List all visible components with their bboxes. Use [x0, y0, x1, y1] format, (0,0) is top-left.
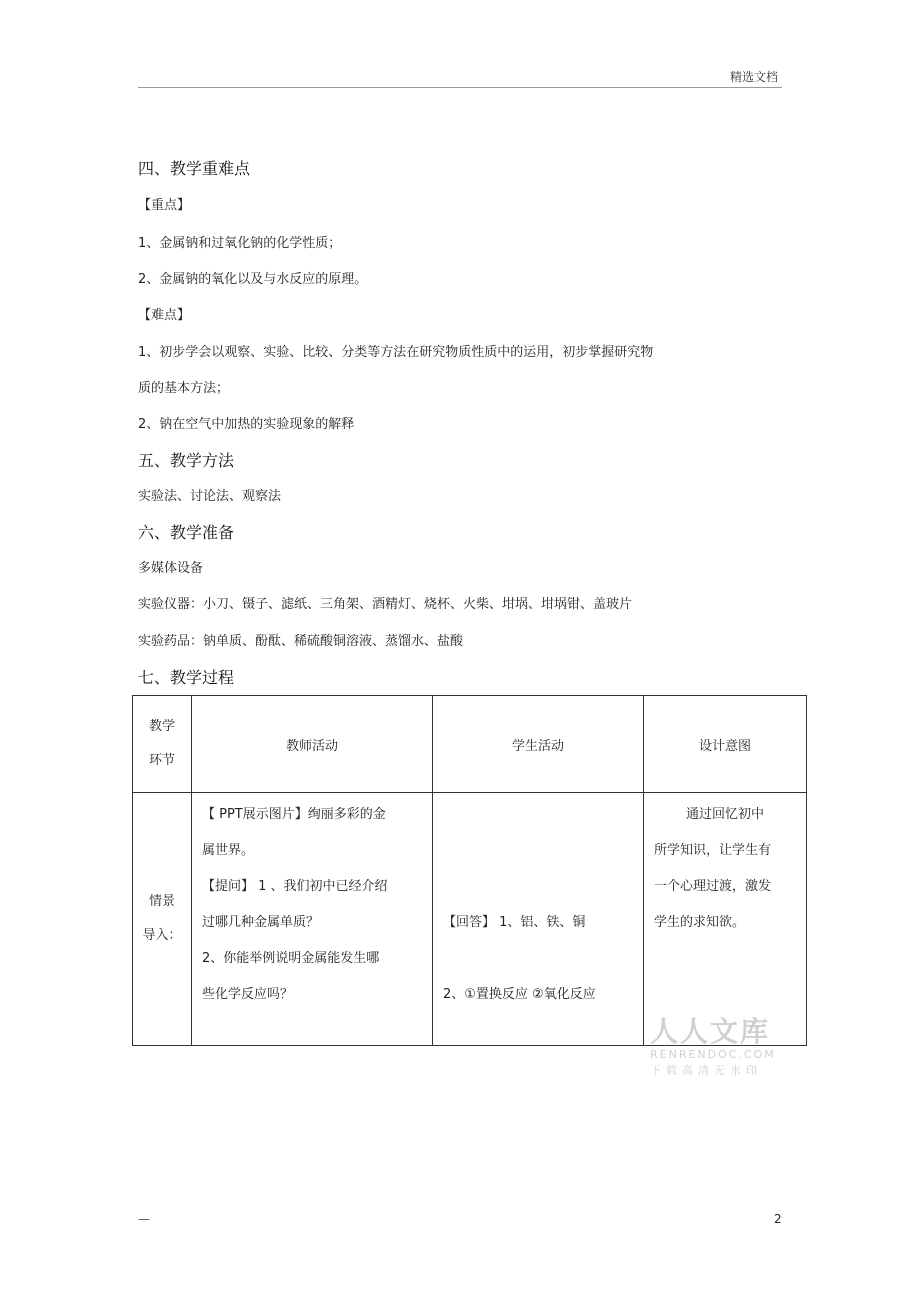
section-6-title: 六、教学准备	[138, 523, 235, 542]
table-header-row	[133, 696, 807, 793]
design-line-2: 所学知识，让学生有	[654, 843, 772, 858]
design-line-1: 通过回忆初中	[686, 807, 765, 822]
section-4-title: 四、教学重难点	[138, 159, 251, 178]
teacher-line-6: 些化学反应吗？	[202, 987, 294, 1002]
difficult-point-1-line-1: 1、初步学会以观察、实验、比较、分类等方法在研究物质性质中的运用，初步掌握研究物	[138, 345, 654, 360]
page-header-label: 精选文档	[730, 70, 779, 84]
header-stage-line-2: 环节	[148, 753, 175, 768]
header-stage-line-1: 教学	[148, 719, 175, 734]
section-5-title: 五、教学方法	[138, 451, 235, 470]
difficult-points-label: 【难点】	[138, 308, 191, 323]
stage-cell	[133, 793, 192, 1046]
header-divider	[138, 87, 782, 88]
stage-line-2: 导入：	[142, 928, 182, 943]
teacher-line-1: 【 PPT展示图片】绚丽多彩的金	[202, 807, 386, 822]
teaching-methods: 实验法、讨论法、观察法	[138, 489, 282, 504]
design-intent-cell	[644, 793, 807, 1046]
teacher-line-2: 属世界。	[202, 843, 255, 858]
header-design-intent: 设计意图	[644, 696, 807, 793]
watermark-domain: RENRENDOC.COM	[650, 1048, 776, 1061]
watermark-tagline: 下载高清无水印	[650, 1064, 762, 1077]
stage-line-1: 情景	[148, 894, 175, 909]
student-activity-cell	[433, 793, 644, 1046]
teacher-line-4: 过哪几种金属单质？	[202, 915, 320, 930]
header-stage	[133, 696, 192, 793]
key-points-label: 【重点】	[138, 198, 191, 213]
teacher-line-5: 2、你能举例说明金属能发生哪	[202, 951, 380, 966]
teaching-process-table	[132, 695, 807, 1046]
footer-dash: —	[138, 1212, 150, 1226]
page-number: 2	[774, 1212, 782, 1226]
prep-multimedia: 多媒体设备	[138, 561, 204, 576]
prep-reagents: 实验药品：钠单质、酚酞、稀硫酸铜溶液、蒸馏水、盐酸	[138, 634, 464, 649]
teacher-activity-cell	[192, 793, 433, 1046]
student-line-2: 2、①置换反应 ②氧化反应	[443, 987, 596, 1002]
teacher-line-3: 【提问】 1 、我们初中已经介绍	[202, 879, 388, 894]
design-line-3: 一个心理过渡，激发	[654, 879, 772, 894]
key-point-2: 2、金属钠的氧化以及与水反应的原理。	[138, 272, 368, 287]
header-student-activity: 学生活动	[433, 696, 644, 793]
design-line-4: 学生的求知欲。	[654, 915, 746, 930]
difficult-point-2: 2、钠在空气中加热的实验现象的解释	[138, 417, 355, 432]
header-teacher-activity: 教师活动	[192, 696, 433, 793]
watermark-title: 人人文库	[650, 1015, 771, 1048]
table-row	[133, 793, 807, 1046]
difficult-point-1-line-2: 质的基本方法；	[138, 381, 230, 396]
section-7-title: 七、教学过程	[138, 668, 235, 687]
key-point-1: 1、金属钠和过氧化钠的化学性质；	[138, 236, 342, 251]
prep-instruments: 实验仪器：小刀、镊子、滤纸、三角架、酒精灯、烧杯、火柴、坩埚、坩埚钳、盖玻片	[138, 597, 633, 612]
student-line-1: 【回答】 1、铝、铁、铜	[443, 915, 586, 930]
